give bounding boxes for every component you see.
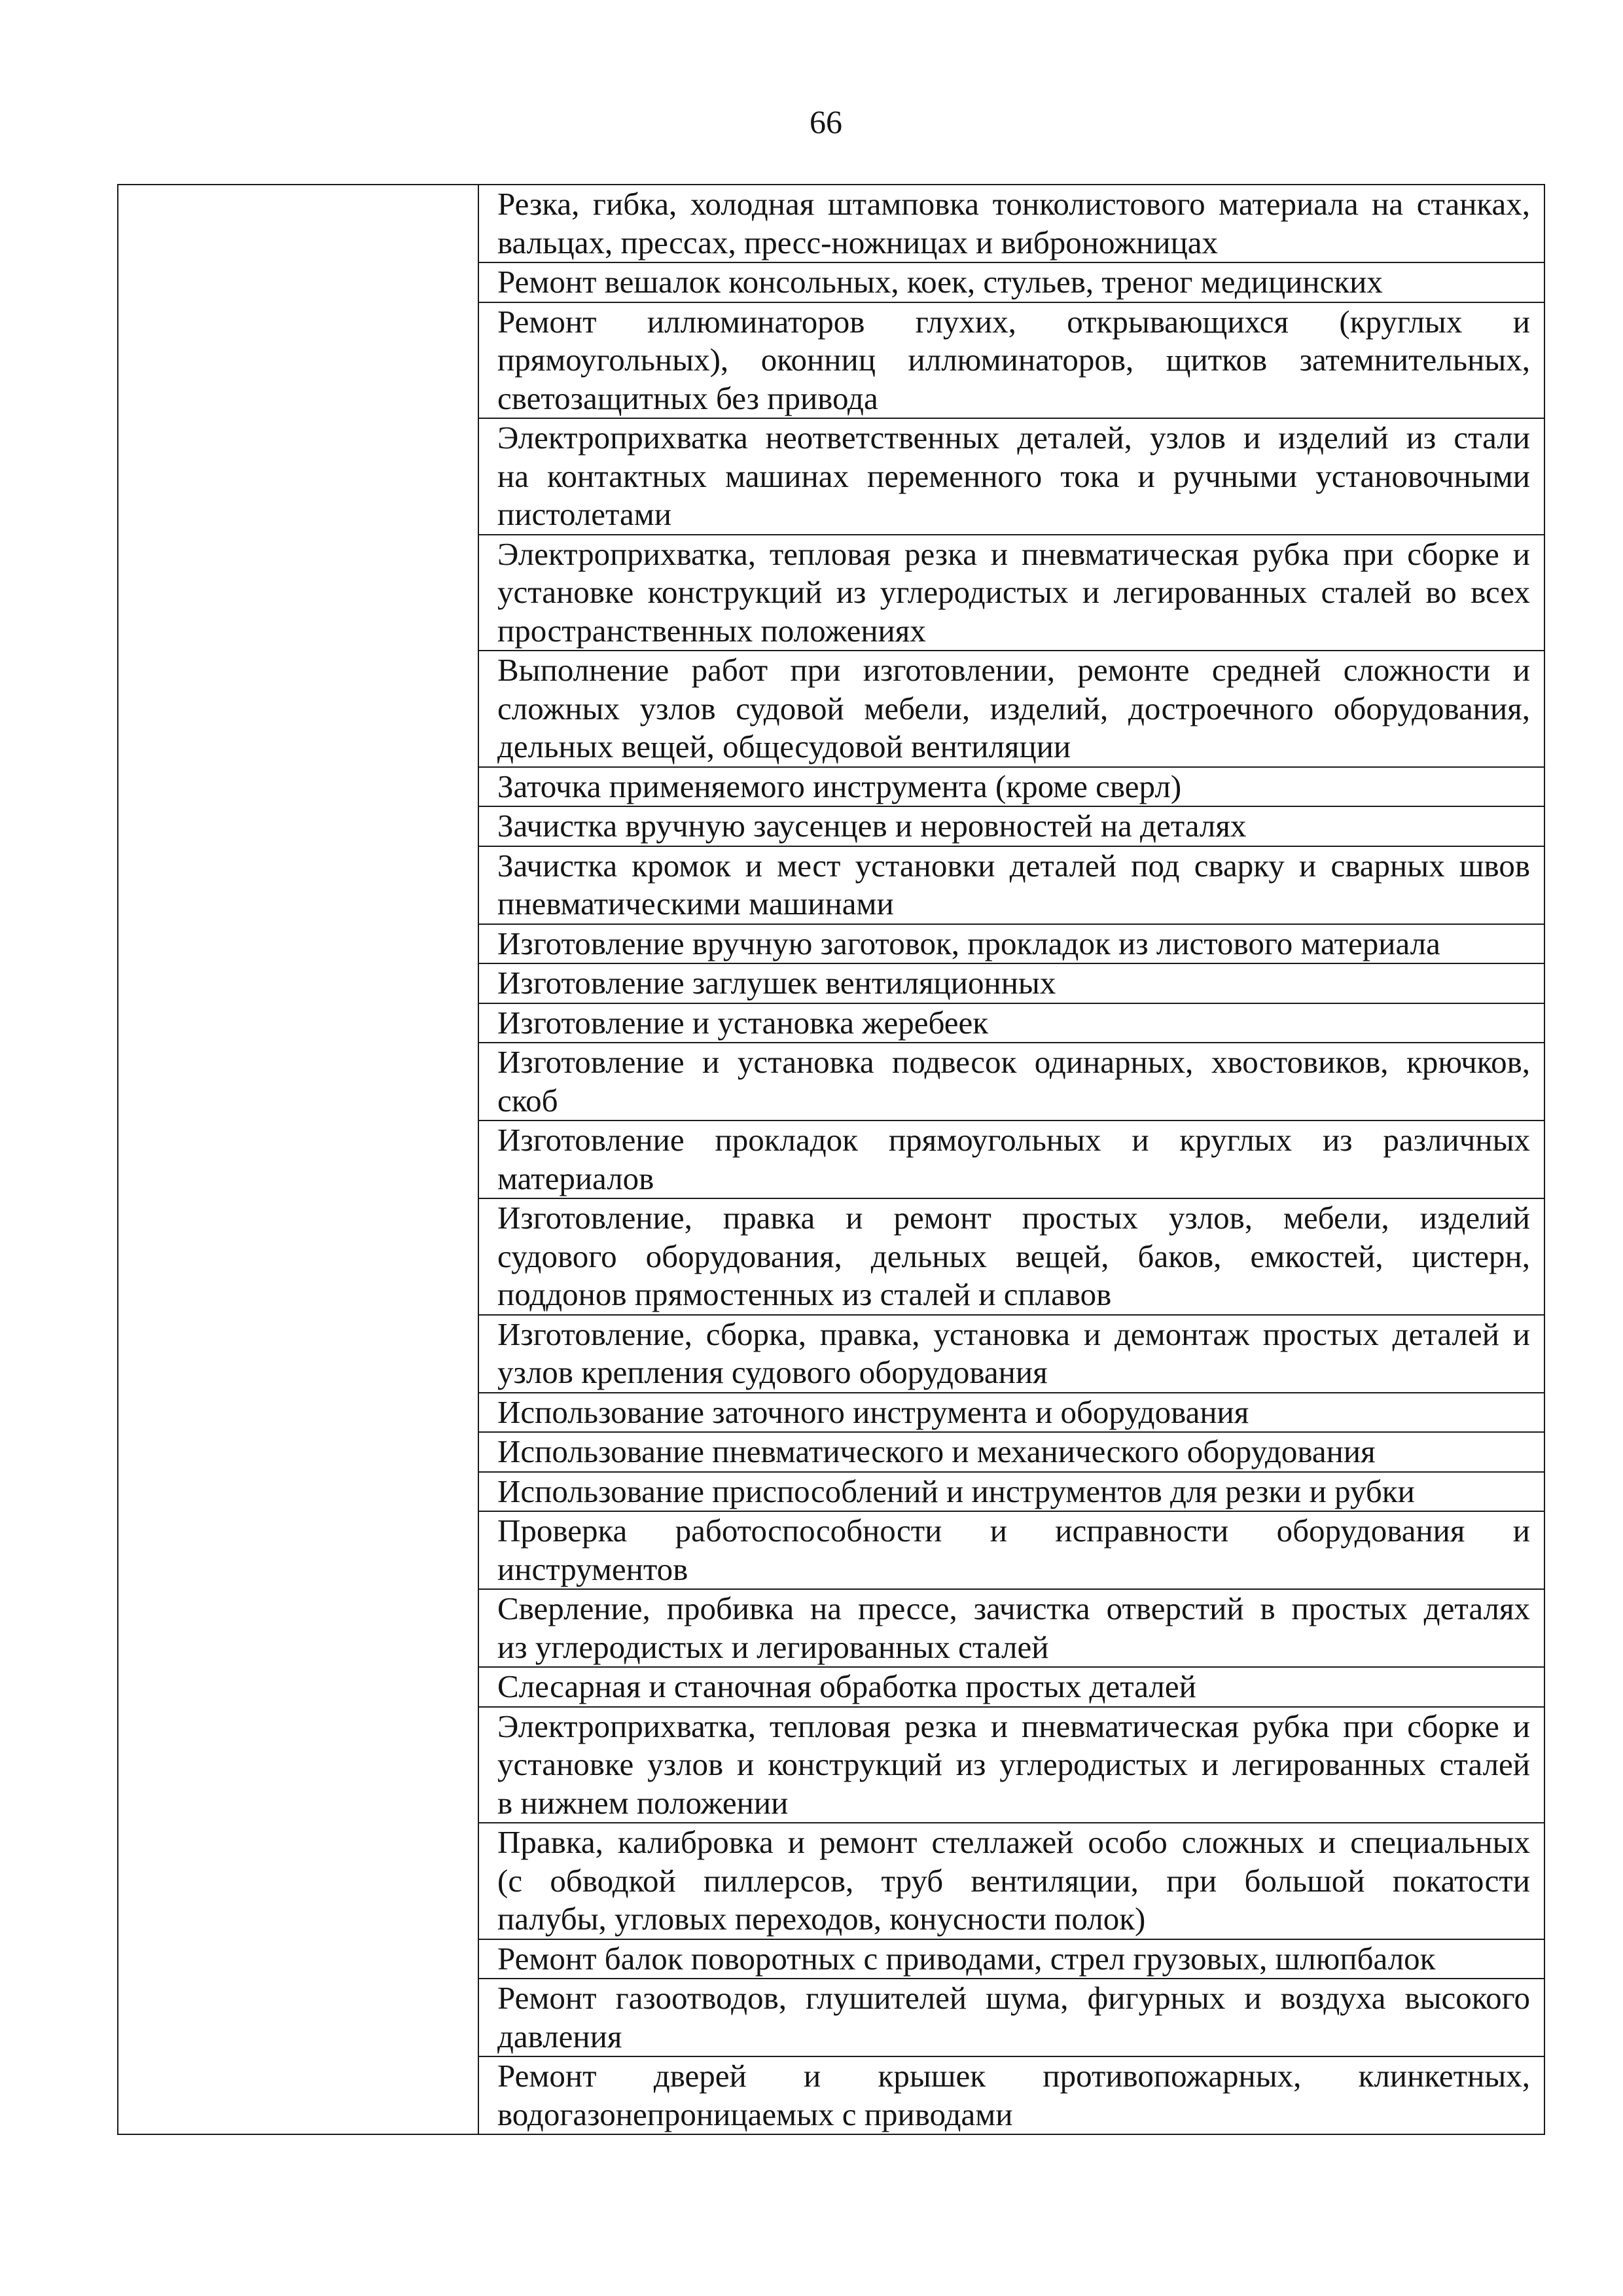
- text-line: Ремонт вешалок консольных, коек, стульев, треног медицинских: [497, 264, 1383, 300]
- table-row: [479, 1823, 1544, 1940]
- text-line: Правка, калибровка и ремонт стеллажей особо сложных и специальных: [497, 1824, 1530, 1860]
- text-line: Электроприхватка, тепловая резка и пневматическая рубка при сборке и: [497, 535, 1530, 572]
- text-line: инструментов: [497, 1551, 688, 1587]
- table-row: [479, 1668, 1544, 1708]
- table-row: [479, 1433, 1544, 1473]
- text-line: Зачистка кромок и мест установки деталей под сварку и сварных швов: [497, 847, 1530, 884]
- text-line: пневматическими машинами: [497, 886, 894, 922]
- text-line: узлов крепления судового оборудования: [497, 1354, 1048, 1390]
- table-row: [479, 651, 1544, 768]
- text-line: Ремонт иллюминаторов глухих, открывающихся (круглых и: [497, 303, 1530, 340]
- text-line: Электроприхватка неответственных деталей, узлов и изделий из стали: [497, 420, 1530, 456]
- text-line: Использование заточного инструмента и оборудования: [497, 1393, 1249, 1430]
- text-line: судового оборудования, дельных вещей, баков, емкостей, цистерн,: [497, 1238, 1530, 1274]
- text-line: Ремонт газоотводов, глушителей шума, фигурных и воздуха высокого: [497, 1980, 1530, 2016]
- table-row: [479, 1121, 1544, 1199]
- text-line: поддонов прямостенных из сталей и сплавов: [497, 1276, 1112, 1312]
- text-line: Использование приспособлений и инструментов для резки и рубки: [497, 1473, 1415, 1509]
- text-line: установке узлов и конструкций из углеродистых и легированных сталей: [497, 1746, 1530, 1782]
- text-line: давления: [497, 2018, 622, 2054]
- text-line: на контактных машинах переменного тока и ручными установочными: [497, 457, 1530, 494]
- table-row: [479, 1316, 1544, 1393]
- text-line: (с обводкой пиллерсов, труб вентиляции, при большой покатости: [497, 1862, 1530, 1899]
- table-row: [479, 1043, 1544, 1121]
- table-row: [479, 419, 1544, 535]
- text-line: пространственных положениях: [497, 612, 926, 649]
- text-line: вальцах, прессах, пресс-ножницах и виброножницах: [497, 224, 1219, 260]
- table-row: [479, 263, 1544, 303]
- table-row: [479, 1590, 1544, 1668]
- content-table: [117, 184, 1545, 2135]
- text-line: в нижнем положении: [497, 1784, 789, 1821]
- table-row: [479, 1940, 1544, 1980]
- table-row: [479, 964, 1544, 1004]
- text-line: пистолетами: [497, 496, 672, 532]
- text-line: Проверка работоспособности и исправности оборудования и: [497, 1513, 1530, 1549]
- text-line: Изготовление и установка подвесок одинарных, хвостовиков, крючков,: [497, 1044, 1530, 1080]
- text-line: Электроприхватка, тепловая резка и пневматическая рубка при сборке и: [497, 1708, 1530, 1744]
- text-line: Ремонт дверей и крышек противопожарных, клинкетных,: [497, 2058, 1530, 2094]
- text-line: Заточка применяемого инструмента (кроме сверл): [497, 768, 1182, 804]
- text-line: Изготовление вручную заготовок, прокладок из листового материала: [497, 925, 1440, 961]
- text-line: водогазонепроницаемых с приводами: [497, 2096, 1013, 2132]
- text-line: Изготовление и установка жеребеек: [497, 1004, 989, 1041]
- text-line: материалов: [497, 1160, 654, 1196]
- text-line: из углеродистых и легированных сталей: [497, 1628, 1049, 1665]
- table-row: [479, 303, 1544, 420]
- table-row: [479, 1199, 1544, 1316]
- table-row: [479, 1004, 1544, 1044]
- table-row: [479, 925, 1544, 965]
- text-line: Изготовление, правка и ремонт простых узлов, мебели, изделий: [497, 1200, 1530, 1236]
- text-line: светозащитных без привода: [497, 380, 878, 416]
- text-line: сложных узлов судовой мебели, изделий, достроечного оборудования,: [497, 690, 1530, 726]
- text-line: Изготовление прокладок прямоугольных и круглых из различных: [497, 1122, 1530, 1158]
- text-line: Ремонт балок поворотных с приводами, стрел грузовых, шлюпбалок: [497, 1940, 1436, 1977]
- table-row: [479, 535, 1544, 652]
- table-row: [479, 768, 1544, 808]
- table-row: [479, 1473, 1544, 1513]
- text-line: скоб: [497, 1082, 558, 1119]
- table-row: [479, 1979, 1544, 2057]
- text-line: Изготовление заглушек вентиляционных: [497, 965, 1056, 1001]
- text-line: палубы, угловых переходов, конусности полок): [497, 1901, 1146, 1937]
- table-row: [479, 1512, 1544, 1590]
- text-line: установке конструкций из углеродистых и легированных сталей во всех: [497, 574, 1530, 610]
- empty-left-cell: [118, 185, 479, 2134]
- table-row: [479, 1708, 1544, 1824]
- table-row: [479, 2057, 1544, 2134]
- text-line: дельных вещей, общесудовой вентиляции: [497, 728, 1071, 764]
- text-line: прямоугольных), оконниц иллюминаторов, щитков затемнительных,: [497, 342, 1530, 378]
- table-row: [479, 185, 1544, 263]
- text-line: Слесарная и станочная обработка простых деталей: [497, 1668, 1196, 1704]
- page-number: 66: [810, 103, 842, 140]
- table-row: [479, 1393, 1544, 1433]
- text-line: Зачистка вручную заусенцев и неровностей на деталях: [497, 808, 1247, 844]
- table-row: [479, 807, 1544, 847]
- text-line: Резка, гибка, холодная штамповка тонколистового материала на станках,: [497, 186, 1530, 222]
- right-column: [479, 185, 1544, 2134]
- table-row: [479, 847, 1544, 925]
- text-line: Использование пневматического и механического оборудования: [497, 1433, 1376, 1469]
- text-line: Сверление, пробивка на прессе, зачистка отверстий в простых деталях: [497, 1590, 1530, 1626]
- text-line: Выполнение работ при изготовлении, ремонте средней сложности и: [497, 652, 1530, 688]
- text-line: Изготовление, сборка, правка, установка и демонтаж простых деталей и: [497, 1316, 1530, 1352]
